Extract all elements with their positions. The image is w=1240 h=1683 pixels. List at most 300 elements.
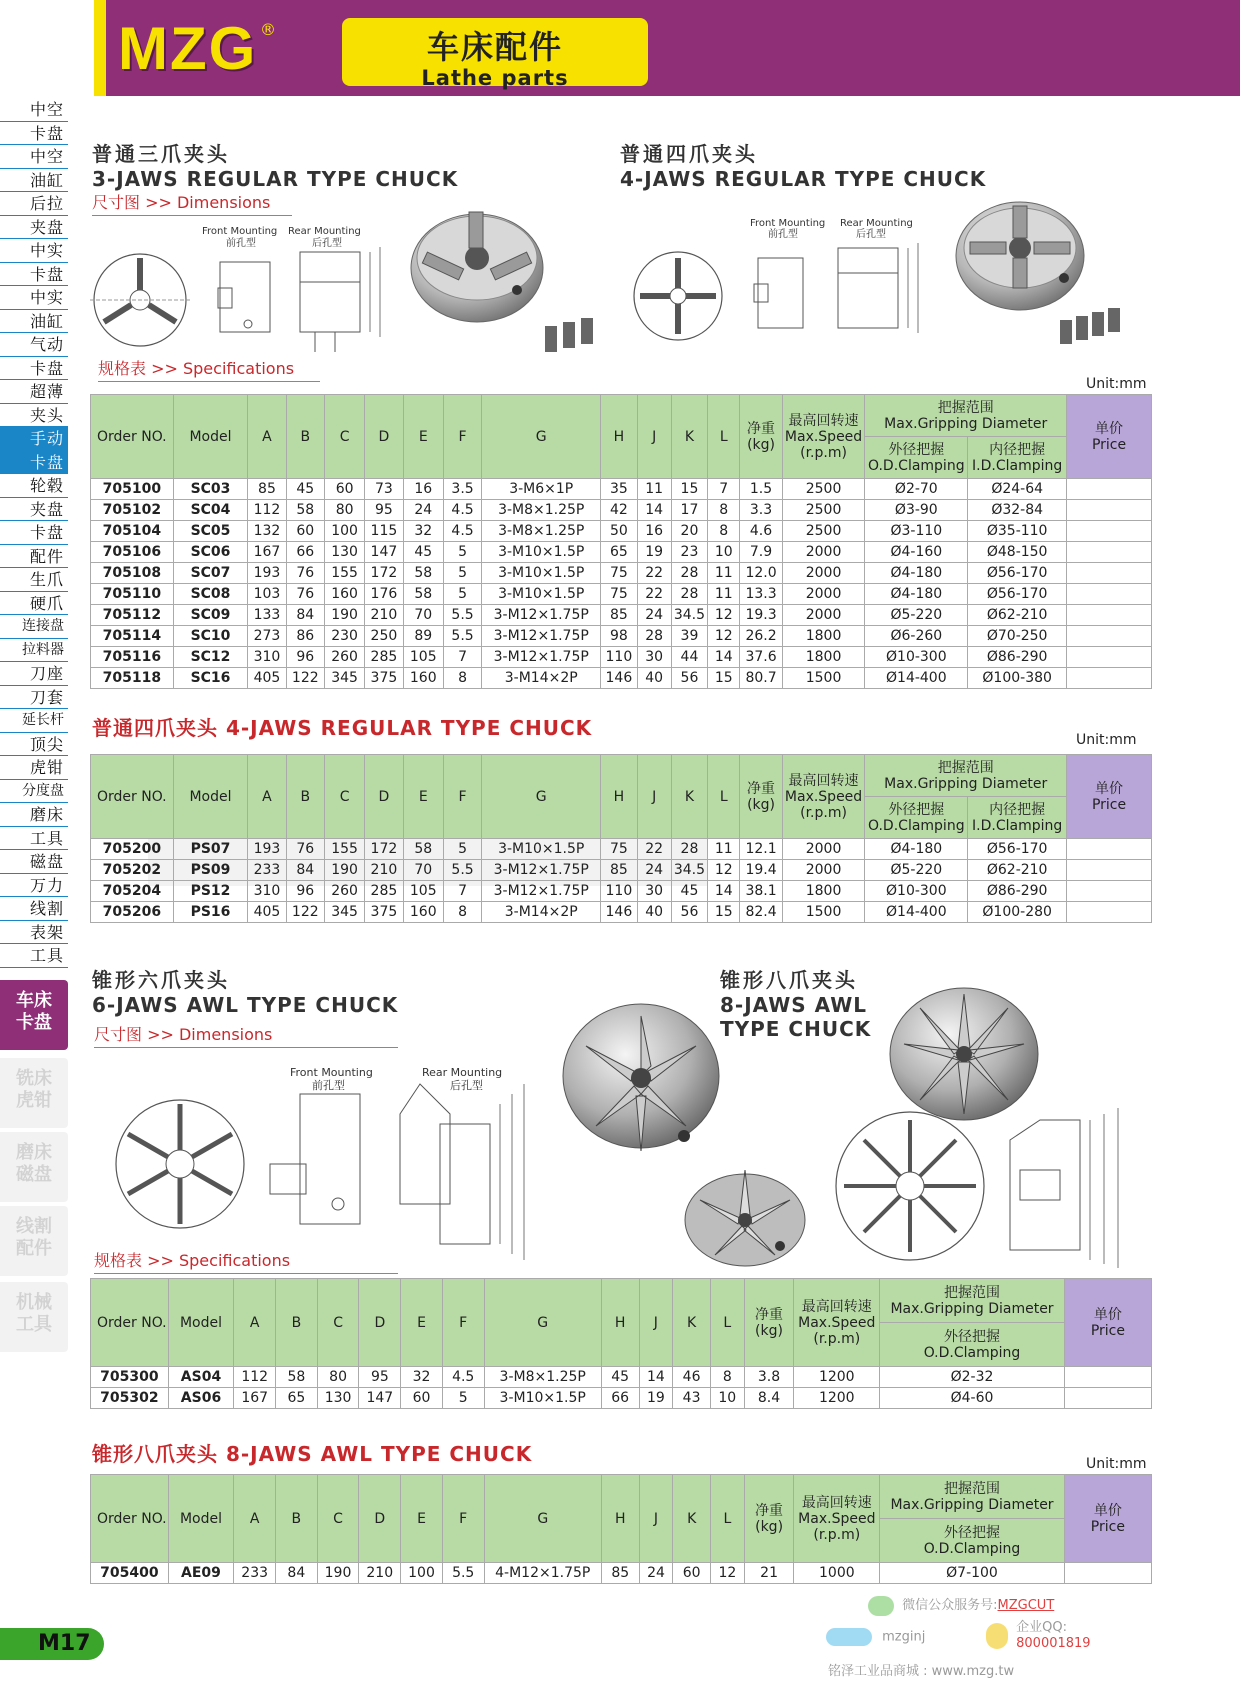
sidebar-item[interactable]: 卡盘	[0, 357, 68, 381]
table-cell: 210	[359, 1563, 401, 1584]
sidebar-item[interactable]: 轮毂	[0, 474, 68, 498]
table-cell: 66	[601, 1388, 639, 1409]
sidebar-item[interactable]: 线割	[0, 897, 68, 921]
table-cell: 24	[637, 860, 671, 881]
table-cell: PS09	[173, 860, 248, 881]
unit-label-1: Unit:mm	[1086, 376, 1147, 392]
table-cell: 84	[276, 1563, 318, 1584]
table-cell: 3-M14×2P	[482, 902, 601, 923]
sidebar-item[interactable]: 油缸	[0, 310, 68, 334]
category-title-en: Lathe parts	[421, 66, 569, 90]
price-cell	[1067, 500, 1152, 521]
header-weight	[740, 755, 782, 839]
table-cell: 1500	[782, 902, 865, 923]
sidebar-item[interactable]: 磁盘	[0, 850, 68, 874]
table-cell: 28	[637, 626, 671, 647]
sidebar-item[interactable]: 虎钳	[0, 756, 68, 780]
sidebar-block-label: 铣床虎钳	[16, 1068, 52, 1111]
header-col-f: F	[442, 1279, 484, 1367]
header-weight-cn: 净重	[755, 1306, 784, 1323]
wechat-icon	[868, 1596, 894, 1616]
table-cell: Ø4-60	[880, 1388, 1065, 1409]
table-cell: 705116	[91, 647, 174, 668]
table-row	[91, 563, 1152, 584]
table-cell: 45	[403, 542, 443, 563]
table-cell: 60	[286, 521, 324, 542]
table-cell: 405	[248, 668, 286, 689]
table-cell: SC04	[173, 500, 248, 521]
table-cell: 28	[671, 584, 707, 605]
header-model: Model	[173, 755, 248, 839]
table-cell: Ø56-170	[968, 839, 1067, 860]
sidebar-item[interactable]: 夹盘	[0, 216, 68, 240]
sidebar-item[interactable]: 中实	[0, 286, 68, 310]
table-cell: 172	[365, 563, 403, 584]
table-cell: PS07	[173, 839, 248, 860]
table-cell: Ø48-150	[968, 542, 1067, 563]
sidebar-item[interactable]: 工具	[0, 944, 68, 968]
header-col-a: A	[248, 755, 286, 839]
sidebar-item[interactable]: 中实	[0, 239, 68, 263]
table-cell: 132	[248, 521, 286, 542]
table-cell: 7	[708, 479, 740, 500]
header-col-e: E	[401, 1475, 443, 1563]
header-gripping	[880, 1279, 1065, 1323]
table-cell: 7	[443, 881, 481, 902]
table-cell: 26.2	[740, 626, 782, 647]
table-cell: 4.5	[442, 1367, 484, 1388]
section-4jaw-title-cn: 普通四爪夹头	[620, 142, 758, 166]
header-weight-en: (kg)	[747, 796, 775, 813]
table-cell: 14	[708, 881, 740, 902]
section-6jaw-title-cn: 锥形六爪夹头	[92, 968, 230, 992]
header-od-clamping	[865, 797, 968, 839]
table-cell: 210	[365, 605, 403, 626]
sidebar-item[interactable]: 工具	[0, 827, 68, 851]
sidebar-item[interactable]: 气动	[0, 333, 68, 357]
table-cell: 122	[286, 902, 324, 923]
header-id-clamping	[968, 437, 1067, 479]
table-cell: 110	[601, 647, 637, 668]
table-cell: 19	[637, 542, 671, 563]
table-cell: 190	[324, 860, 364, 881]
header-weight	[744, 1279, 794, 1367]
header-col-k: K	[671, 395, 707, 479]
table-cell: 1800	[782, 626, 865, 647]
table-cell: 11	[637, 479, 671, 500]
table-row	[91, 881, 1152, 902]
table-cell: 15	[708, 902, 740, 923]
table-cell: 35	[601, 479, 637, 500]
sidebar-item[interactable]: 中空	[0, 145, 68, 169]
table-cell: Ø100-280	[968, 902, 1067, 923]
sidebar-item[interactable]: 硬爪	[0, 592, 68, 616]
table-cell: 19	[639, 1388, 673, 1409]
sidebar-item-active[interactable]: 卡盘	[0, 451, 68, 475]
table-cell: 3-M12×1.75P	[482, 626, 601, 647]
table-cell: PS16	[173, 902, 248, 923]
table-cell: Ø6-260	[865, 626, 968, 647]
table-cell: 30	[637, 881, 671, 902]
sidebar-block-wire-cut-parts[interactable]	[0, 1206, 68, 1276]
table-cell: 155	[324, 839, 364, 860]
table-cell: 56	[671, 668, 707, 689]
header-col-g: G	[484, 1279, 601, 1367]
front-mounting-caption-4jaw: Front Mounting	[750, 218, 826, 229]
qq-label: 企业QQ:	[1016, 1620, 1067, 1635]
spec-table-8jaw-awl	[90, 1474, 1152, 1584]
table-row	[91, 479, 1152, 500]
sidebar-block-lathe-chuck[interactable]	[0, 980, 68, 1050]
table-cell: 11	[708, 584, 740, 605]
header-model: Model	[168, 1475, 234, 1563]
header-price-cn: 单价	[1093, 1502, 1122, 1519]
table-cell: 11	[708, 839, 740, 860]
table-cell: 98	[601, 626, 637, 647]
header-max-speed	[794, 1279, 880, 1367]
sidebar-block-milling-vise[interactable]	[0, 1058, 68, 1128]
table-cell: 3.8	[744, 1367, 794, 1388]
header-col-c: C	[317, 1279, 359, 1367]
sidebar-item[interactable]: 万力	[0, 874, 68, 898]
table-cell: Ø86-290	[968, 881, 1067, 902]
section-8jaw-title-en1: 8-JAWS AWL	[720, 993, 868, 1017]
sidebar-item[interactable]: 夹头	[0, 404, 68, 428]
sidebar-item[interactable]: 刀座	[0, 662, 68, 686]
table-cell: 310	[248, 647, 286, 668]
table-cell: AS04	[168, 1367, 234, 1388]
sidebar-item[interactable]: 连接盘	[0, 615, 68, 639]
sidebar-item[interactable]: 延长杆	[0, 709, 68, 733]
section-8jaw-awl-title: 锥形八爪夹头 8-JAWS AWL TYPE CHUCK	[92, 1442, 533, 1466]
table-cell: 3-M10×1.5P	[484, 1388, 601, 1409]
page-number-badge	[0, 1628, 104, 1660]
table-cell: 30	[637, 647, 671, 668]
table-row	[91, 902, 1152, 923]
table-cell: 76	[286, 584, 324, 605]
sidebar-item[interactable]: 拉料器	[0, 639, 68, 663]
front-mounting-caption: Front Mounting	[202, 226, 278, 237]
section-4jaw-title	[620, 138, 986, 191]
front-mounting-cn: 前孔型	[226, 238, 256, 249]
table-cell: SC10	[173, 626, 248, 647]
header-col-h: H	[601, 1475, 639, 1563]
section-8jaw-title	[720, 964, 871, 1041]
table-cell: 705108	[91, 563, 174, 584]
table-cell: 85	[601, 1563, 639, 1584]
table-cell: 16	[637, 521, 671, 542]
table-cell: 130	[317, 1388, 359, 1409]
table-row	[91, 860, 1152, 881]
spec-table-6jaw-awl	[90, 1278, 1152, 1409]
table-cell: PS12	[173, 881, 248, 902]
table-row	[91, 626, 1152, 647]
table-cell: 100	[324, 521, 364, 542]
sidebar-item[interactable]: 后拉	[0, 192, 68, 216]
table-cell: 40	[637, 668, 671, 689]
table-cell: 13.3	[740, 584, 782, 605]
table-cell: 160	[324, 584, 364, 605]
header-id-en: I.D.Clamping	[972, 457, 1063, 474]
table-cell: Ø62-210	[968, 860, 1067, 881]
section-6jaw-title	[92, 964, 398, 1017]
sidebar-block-grinding-magnet[interactable]	[0, 1132, 68, 1202]
rear-mounting-caption-4jaw: Rear Mounting	[840, 218, 913, 229]
table-cell: 1500	[782, 668, 865, 689]
table-cell: 3-M12×1.75P	[482, 860, 601, 881]
sidebar-block-label: 车床卡盘	[16, 990, 52, 1033]
price-cell	[1067, 521, 1152, 542]
table-cell: 58	[276, 1367, 318, 1388]
table-cell: 8	[443, 668, 481, 689]
table-cell: 12	[708, 626, 740, 647]
sidebar-item[interactable]: 卡盘	[0, 263, 68, 287]
table-cell: 24	[639, 1563, 673, 1584]
section-4jaw-regular-title: 普通四爪夹头 4-JAWS REGULAR TYPE CHUCK	[92, 716, 593, 740]
table-cell: 58	[286, 500, 324, 521]
sidebar-item[interactable]: 磨床	[0, 803, 68, 827]
sidebar-item[interactable]: 超薄	[0, 380, 68, 404]
table-cell: 80	[324, 500, 364, 521]
table-cell: 115	[365, 521, 403, 542]
header-grip-en: Max.Gripping Diameter	[884, 775, 1048, 792]
header-order-no: Order NO.	[91, 1279, 169, 1367]
table-cell: 2000	[782, 605, 865, 626]
table-cell: 23	[671, 542, 707, 563]
sidebar-item[interactable]: 刀套	[0, 686, 68, 710]
table-cell: 7	[443, 647, 481, 668]
table-row	[91, 521, 1152, 542]
table-cell: Ø2-70	[865, 479, 968, 500]
header-gripping	[880, 1475, 1065, 1519]
table-cell: 705100	[91, 479, 174, 500]
header-weight-cn: 净重	[747, 420, 776, 437]
table-cell: 3.5	[443, 479, 481, 500]
table-cell: 19.4	[740, 860, 782, 881]
table-cell: 22	[637, 839, 671, 860]
specifications-label: 规格表 >> Specifications	[98, 356, 320, 382]
table-cell: 76	[286, 563, 324, 584]
header-speed-unit: (r.p.m)	[813, 1330, 861, 1347]
table-cell: 345	[324, 902, 364, 923]
table-cell: 2500	[782, 521, 865, 542]
sidebar-item[interactable]: 顶尖	[0, 733, 68, 757]
header-price-cn: 单价	[1093, 1306, 1122, 1323]
table-cell: 230	[324, 626, 364, 647]
table-cell: 14	[637, 500, 671, 521]
header-price-cn: 单价	[1095, 420, 1124, 437]
sidebar-item[interactable]: 卡盘	[0, 122, 68, 146]
header-od-cn: 外径把握	[888, 441, 945, 458]
header-max-speed	[794, 1475, 880, 1563]
section-8jaw-title-en2: TYPE CHUCK	[720, 1017, 872, 1041]
skype-id[interactable]: mzginj	[882, 1629, 926, 1645]
table-cell: 12.1	[740, 839, 782, 860]
table-cell: 190	[317, 1563, 359, 1584]
sidebar-item[interactable]: 油缸	[0, 169, 68, 193]
table-cell: 60	[401, 1388, 443, 1409]
table-cell: 2000	[782, 839, 865, 860]
sidebar-block-machine-tools[interactable]	[0, 1282, 68, 1352]
table-cell: 8	[443, 902, 481, 923]
table-cell: 8	[708, 521, 740, 542]
table-cell: 16	[403, 479, 443, 500]
price-cell	[1067, 542, 1152, 563]
header-gripping	[865, 755, 1067, 797]
table-cell: 705200	[91, 839, 174, 860]
footer-mall[interactable]: 铭泽工业品商城 : www.mzg.tw	[828, 1664, 1015, 1679]
table-cell: 2000	[782, 860, 865, 881]
table-cell: 80	[317, 1367, 359, 1388]
table-cell: Ø3-90	[865, 500, 968, 521]
table-cell: 285	[365, 881, 403, 902]
table-cell: 273	[248, 626, 286, 647]
table-cell: 705102	[91, 500, 174, 521]
section-4jaw-title-en: 4-JAWS REGULAR TYPE CHUCK	[620, 167, 987, 191]
table-cell: 86	[286, 626, 324, 647]
table-cell: 705112	[91, 605, 174, 626]
sidebar-item[interactable]: 卡盘	[0, 521, 68, 545]
header-col-g: G	[482, 755, 601, 839]
header-od-en: O.D.Clamping	[923, 1540, 1021, 1557]
table-cell: 46	[673, 1367, 711, 1388]
header-speed-cn: 最高回转速	[788, 772, 859, 789]
table-cell: 190	[324, 605, 364, 626]
table-cell: 44	[671, 647, 707, 668]
table-cell: 42	[601, 500, 637, 521]
sidebar-block-label: 线割配件	[16, 1216, 52, 1259]
table-cell: 167	[248, 542, 286, 563]
header-speed-en: Max.Speed	[784, 788, 863, 805]
table-cell: 14	[708, 647, 740, 668]
header-order-no: Order NO.	[91, 1475, 169, 1563]
table-cell: 65	[601, 542, 637, 563]
front-mounting-cn-6jaw: 前孔型	[312, 1079, 345, 1092]
table-cell: 4.6	[740, 521, 782, 542]
price-cell	[1067, 647, 1152, 668]
price-cell	[1064, 1388, 1151, 1409]
table-cell: 14	[639, 1367, 673, 1388]
footer-qq	[986, 1620, 1091, 1652]
table-cell: 32	[403, 521, 443, 542]
table-cell: 3-M10×1.5P	[482, 563, 601, 584]
table-cell: 5.5	[442, 1563, 484, 1584]
price-cell	[1067, 626, 1152, 647]
table-body-3jaw	[91, 479, 1152, 689]
table-cell: 84	[286, 860, 324, 881]
sidebar-block-label: 机械工具	[16, 1292, 52, 1335]
table-cell: 3-M8×1.25P	[482, 521, 601, 542]
table-cell: 66	[286, 542, 324, 563]
table-cell: 3-M12×1.75P	[482, 605, 601, 626]
table-cell: 5.5	[443, 860, 481, 881]
table-body-8jaw-awl	[91, 1563, 1152, 1584]
table-cell: 4.5	[443, 521, 481, 542]
header-od-clamping	[880, 1519, 1065, 1563]
table-cell: SC16	[173, 668, 248, 689]
table-cell: 24	[637, 605, 671, 626]
table-cell: 147	[365, 542, 403, 563]
table-cell: 130	[324, 542, 364, 563]
header-col-h: H	[601, 395, 637, 479]
price-cell	[1067, 902, 1152, 923]
sidebar-item[interactable]: 生爪	[0, 568, 68, 592]
table-cell: 103	[248, 584, 286, 605]
sidebar-item[interactable]: 分度盘	[0, 780, 68, 804]
rear-mounting-cn-6jaw: 后孔型	[450, 1079, 483, 1092]
header-max-speed	[782, 395, 865, 479]
table-cell: Ø56-170	[968, 563, 1067, 584]
table-row	[91, 839, 1152, 860]
table-body-6jaw-awl	[91, 1367, 1152, 1409]
table-cell: 705114	[91, 626, 174, 647]
table-cell: 70	[403, 605, 443, 626]
header-col-b: B	[276, 1475, 318, 1563]
header-id-clamping	[968, 797, 1067, 839]
table-cell: 375	[365, 902, 403, 923]
header-col-c: C	[324, 755, 364, 839]
table-cell: 28	[671, 563, 707, 584]
table-cell: 85	[248, 479, 286, 500]
sidebar-item[interactable]: 表架	[0, 921, 68, 945]
table-cell: 233	[248, 860, 286, 881]
table-cell: 32	[401, 1367, 443, 1388]
sidebar-item[interactable]: 中空	[0, 98, 68, 122]
table-row	[91, 605, 1152, 626]
header-col-a: A	[234, 1475, 276, 1563]
sidebar-item[interactable]: 夹盘	[0, 498, 68, 522]
table-cell: 22	[637, 584, 671, 605]
header-col-b: B	[286, 755, 324, 839]
table-cell: 112	[234, 1367, 276, 1388]
table-row	[91, 500, 1152, 521]
table-cell: 105	[403, 881, 443, 902]
sidebar-item-active[interactable]: 手动	[0, 427, 68, 451]
table-cell: 705202	[91, 860, 174, 881]
table-cell: Ø4-180	[865, 584, 968, 605]
header-id-cn: 内径把握	[989, 441, 1046, 458]
wechat-id[interactable]: MZGCUT	[997, 1598, 1055, 1613]
table-cell: 155	[324, 563, 364, 584]
sidebar-item[interactable]: 配件	[0, 545, 68, 569]
qq-icon	[986, 1623, 1008, 1649]
table-cell: 19.3	[740, 605, 782, 626]
table-cell: 10	[710, 1388, 744, 1409]
header-od-en: O.D.Clamping	[923, 1344, 1021, 1361]
table-cell: 2000	[782, 563, 865, 584]
header-od-cn: 外径把握	[944, 1328, 1000, 1345]
table-cell: 2500	[782, 479, 865, 500]
table-cell: 260	[324, 647, 364, 668]
section-3jaw-title	[92, 138, 458, 191]
table-cell: 76	[286, 839, 324, 860]
table-cell: 3-M10×1.5P	[482, 584, 601, 605]
table-cell: 5	[442, 1388, 484, 1409]
header-weight-cn: 净重	[755, 1502, 784, 1519]
table-cell: 5	[443, 563, 481, 584]
table-cell: 45	[286, 479, 324, 500]
qq-number[interactable]: 800001819	[1016, 1636, 1091, 1651]
header-price	[1067, 395, 1152, 479]
table-cell: 172	[365, 839, 403, 860]
table-cell: 2000	[782, 584, 865, 605]
rear-mounting-caption-6jaw: Rear Mounting	[422, 1066, 503, 1079]
header-col-d: D	[365, 755, 403, 839]
table-cell: 89	[403, 626, 443, 647]
table-cell: 705302	[91, 1388, 169, 1409]
header-col-l: L	[708, 755, 740, 839]
header-od-clamping	[865, 437, 968, 479]
